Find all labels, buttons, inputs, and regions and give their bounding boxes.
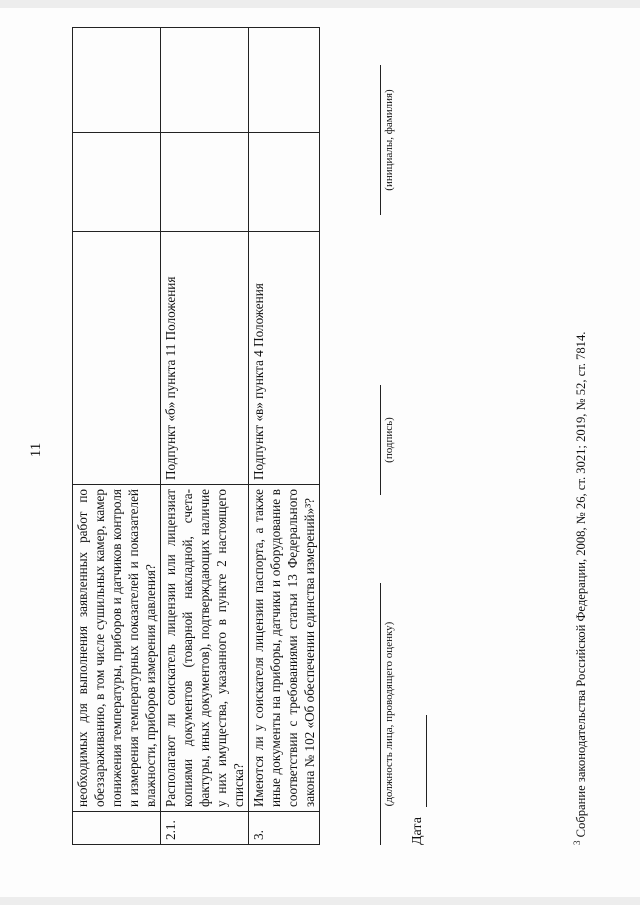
date-line	[426, 715, 427, 807]
answer-cell	[249, 133, 320, 232]
footnote-text: Собрание законодательства Российской Федерации, 2008, № 26, ст. 3021; 2019, № 52, ст. 7814.	[574, 331, 589, 841]
row-number: 2.1.	[161, 812, 249, 845]
initials-caption: (инициалы, фамилия)	[383, 89, 395, 191]
row-number: 3.	[249, 812, 320, 845]
question-cell: необходимых для выполнения заявленных работ по обеззараживанию, в том числе сушильных камер, камер понижения температуры, приборов и датчиков контроля и измерения температурных показателей и показателей влажности, приборов измерения давления?	[73, 485, 161, 812]
date-label: Дата	[410, 817, 425, 845]
footnote-mark: 3	[572, 840, 582, 845]
page-number: 11	[28, 442, 44, 458]
table-row	[73, 28, 161, 845]
table-row	[161, 28, 249, 845]
position-caption: (должность лица, проводящего оценку)	[383, 621, 395, 807]
position-line	[380, 583, 381, 845]
signature-caption: (подпись)	[383, 417, 395, 463]
reference-cell	[73, 232, 161, 485]
notes-cell	[161, 28, 249, 133]
signature-line	[380, 385, 381, 495]
answer-cell	[73, 133, 161, 232]
footnote	[572, 332, 589, 845]
notes-cell	[249, 28, 320, 133]
reference-cell: Подпункт «в» пункта 4 Положения	[249, 232, 320, 485]
row-number	[73, 812, 161, 845]
reference-cell: Подпункт «б» пункта 11 Положения	[161, 232, 249, 485]
initials-line	[380, 65, 381, 215]
table-row	[249, 28, 320, 845]
checklist-table	[72, 27, 320, 845]
answer-cell	[161, 133, 249, 232]
notes-cell	[73, 28, 161, 133]
question-cell: Располагают ли соискатель лицензии или лицензиат копиями документов (товарной накладной, счета-фактуры, иных документов), подтверждающих наличие у них имущества, указанного в пункте 2 настоящего списка?	[161, 485, 249, 812]
question-cell: Имеются ли у соискателя лицензии паспорта, а также иные документы на приборы, датчики и оборудование в соответствии с требованиями статьи 13 Федерального закона № 102 «Об обеспечении единства измерений»³?	[249, 485, 320, 812]
